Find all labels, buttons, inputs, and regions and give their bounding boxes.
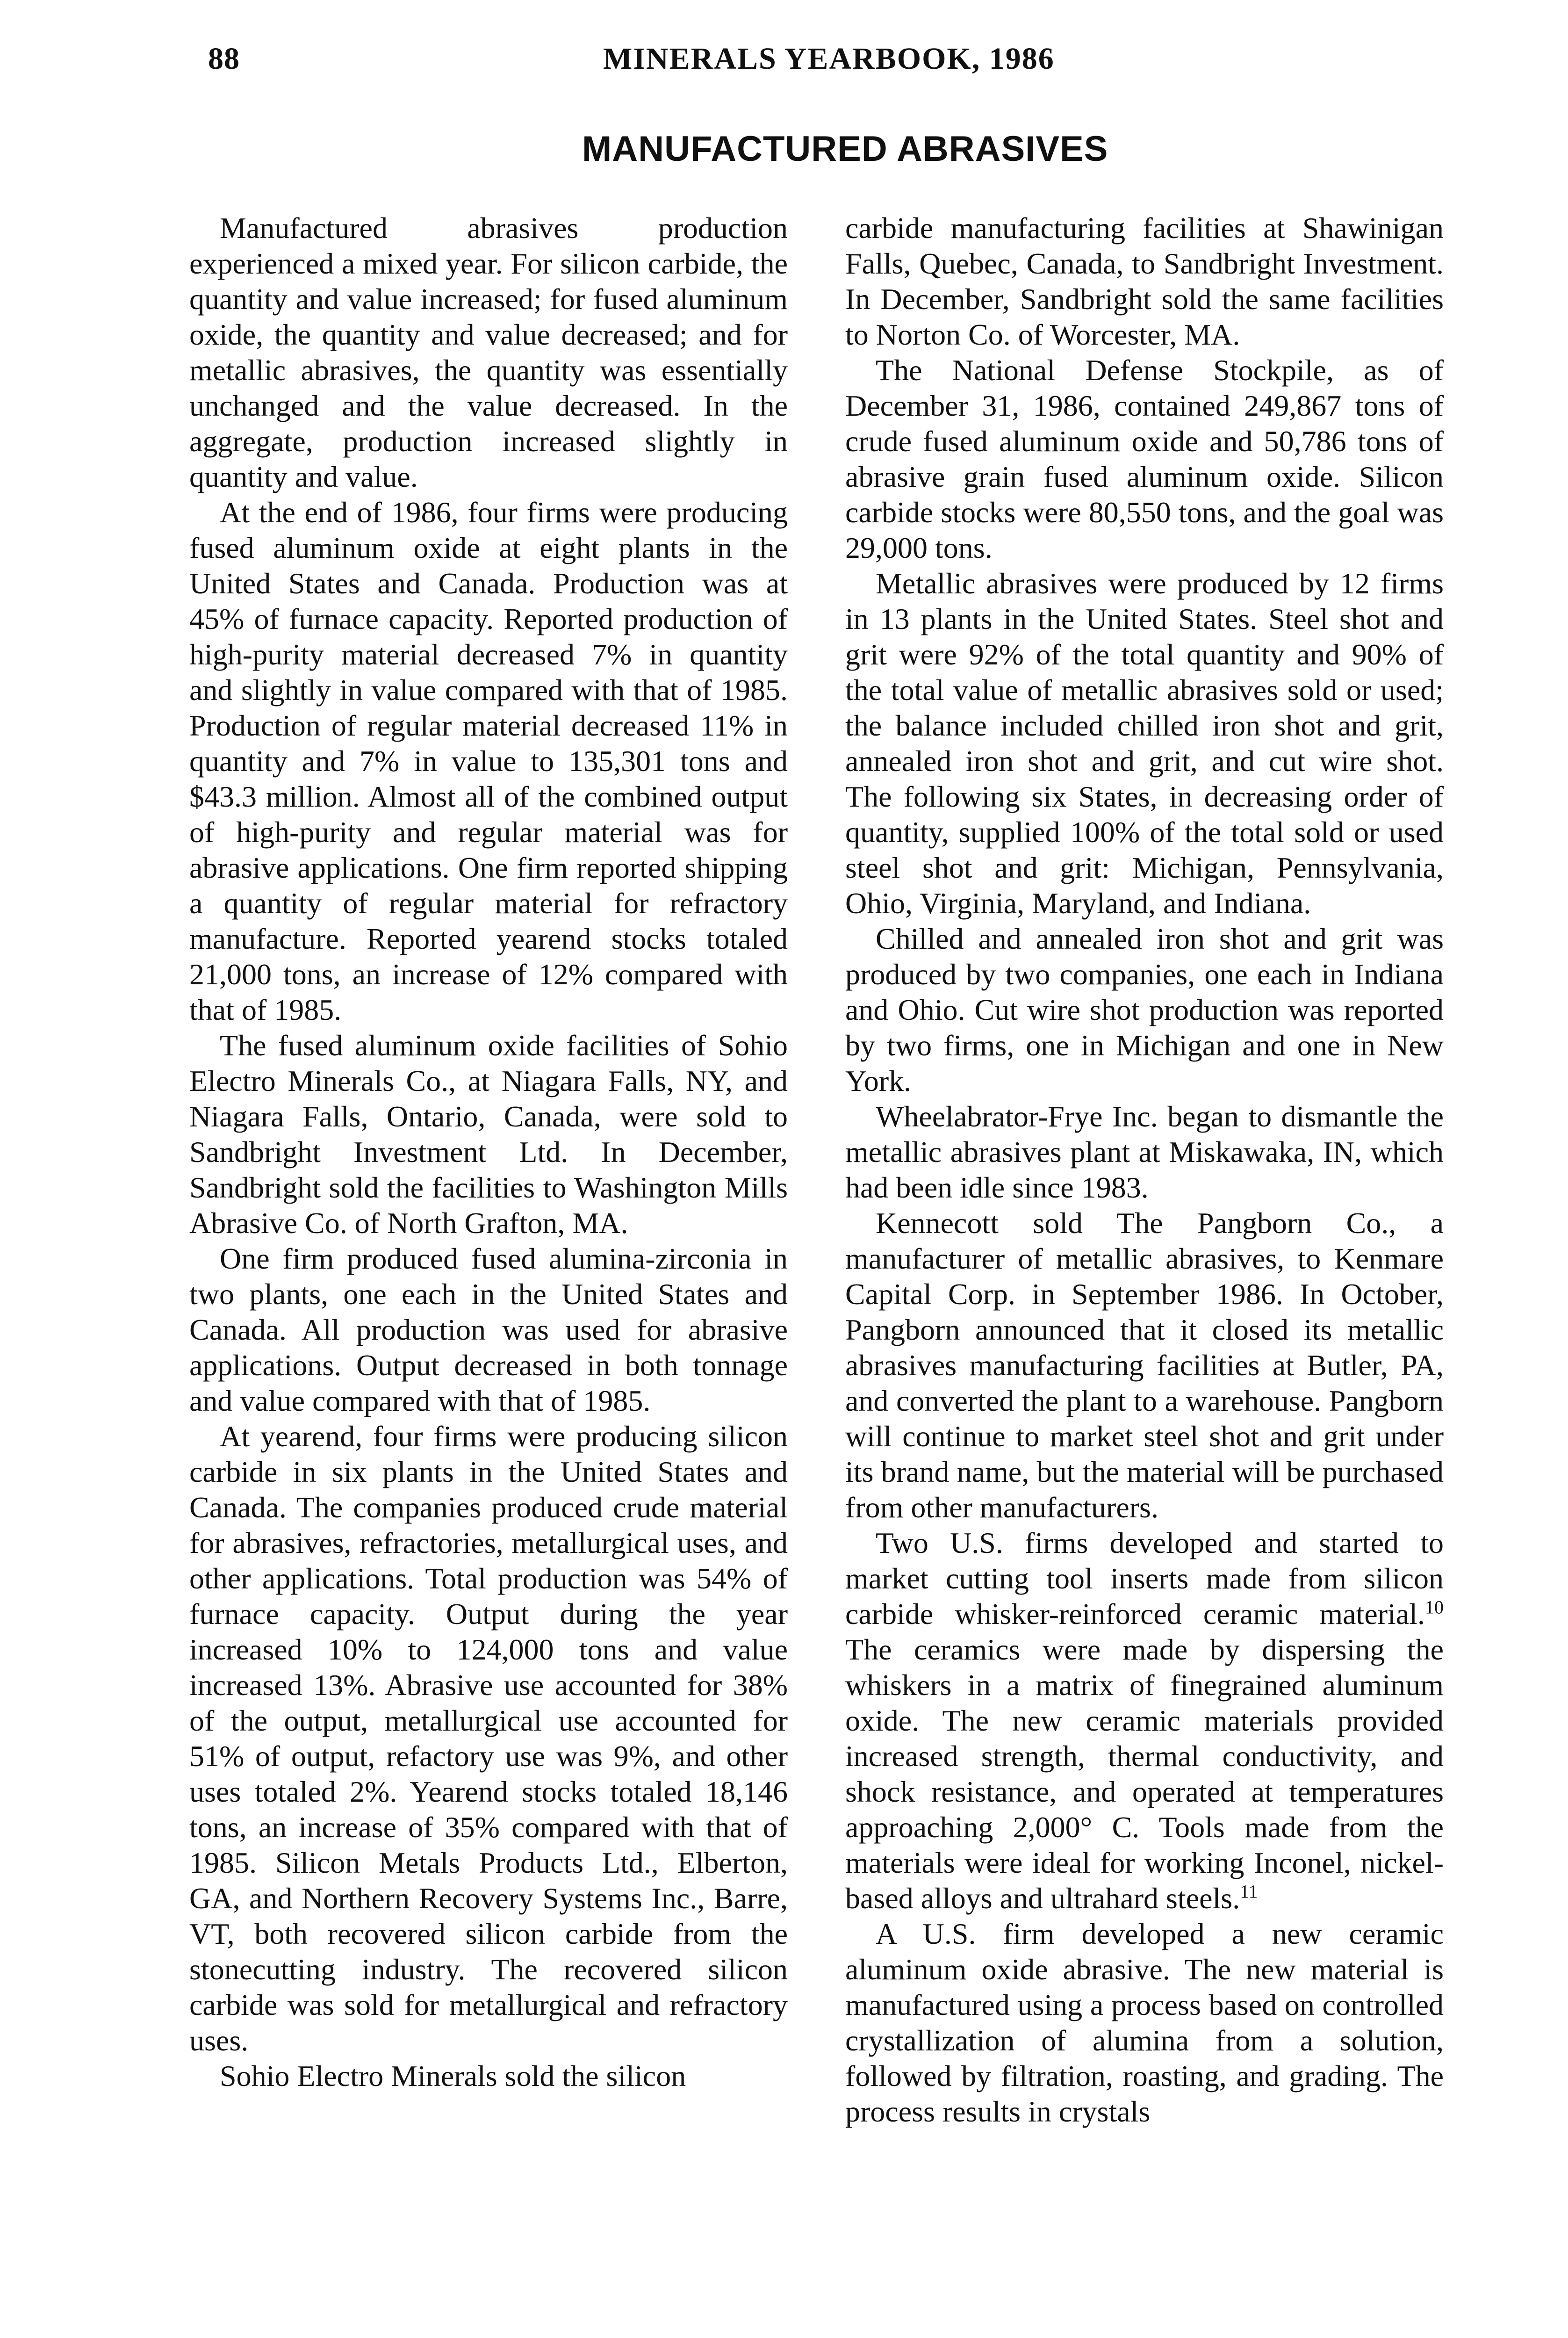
- paragraph-text: The ceramics were made by dispersing the whiskers in a matrix of finegrained aluminum oxide. The new ceramic materials provided increased strength, thermal conductivity, and shock resistance, and operated at temperatures approaching 2,000° C. Tools made from the materials were ideal for working Inconel, nickel-based alloys and ultrahard steels.: [845, 1633, 1444, 1915]
- paragraph: Wheelabrator-Frye Inc. began to dismantle the metallic abrasives plant at Miskawaka, IN, which had been idle since 1983.: [845, 1100, 1444, 1204]
- section-title: MANUFACTURED ABRASIVES: [582, 129, 1108, 169]
- footnote-ref: 11: [1240, 1881, 1258, 1902]
- right-column: [845, 210, 1444, 2129]
- footnote-ref: 10: [1425, 1596, 1444, 1618]
- paragraph: At yearend, four firms were producing silicon carbide in six plants in the United States and Canada. The companies produced crude material for abrasives, refractories, metallurgical uses, and other applications. Total production was 54% of furnace capacity. Output during the year increased 10% to 124,000 tons and value increased 13%. Abrasive use accounted for 38% of the output, metallurgical use accounted for 51% of output, refactory use was 9%, and other uses totaled 2%. Yearend stocks totaled 18,146 tons, an increase of 35% compared with that of 1985. Silicon Metals Products Ltd., Elberton, GA, and Northern Recovery Systems Inc., Barre, VT, both recovered silicon carbide from the stonecutting industry. The recovered silicon carbide was sold for metallurgical and refractory uses.: [189, 1420, 788, 2057]
- paragraph: Metallic abrasives were produced by 12 firms in 13 plants in the United States. Steel shot and grit were 92% of the total quantity and 90% of the total value of metallic abrasives sold or used; the balance included chilled iron shot and grit, annealed iron shot and grit, and cut wire shot. The following six States, in decreasing order of quantity, supplied 100% of the total sold or used steel shot and grit: Michigan, Pennsylvania, Ohio, Virginia, Maryland, and Indiana.: [845, 567, 1444, 920]
- paragraph: The National Defense Stockpile, as of December 31, 1986, contained 249,867 tons of crude fused aluminum oxide and 50,786 tons of abrasive grain fused aluminum oxide. Silicon carbide stocks were 80,550 tons, and the goal was 29,000 tons.: [845, 354, 1444, 564]
- page-number: 88: [208, 42, 240, 76]
- paragraph: Sohio Electro Minerals sold the silicon: [220, 2059, 686, 2093]
- left-column: [189, 210, 788, 2094]
- paragraph: Manufactured abrasives production experienced a mixed year. For silicon carbide, the quantity and value increased; for fused aluminum oxide, the quantity and value decreased; and for metallic abrasives, the quantity was essentially unchanged and the value decreased. In the aggregate, production increased slightly in quantity and value.: [189, 211, 788, 493]
- paragraph: At the end of 1986, four firms were producing fused aluminum oxide at eight plants in the United States and Canada. Production was at 45% of furnace capacity. Reported production of high-purity material decreased 7% in quantity and slightly in value compared with that of 1985. Production of regular material decreased 11% in quantity and 7% in value to 135,301 tons and $43.3 million. Almost all of the combined output of high-purity and regular material was for abrasive applications. One firm reported shipping a quantity of regular material for refractory manufacture. Reported yearend stocks totaled 21,000 tons, an increase of 12% compared with that of 1985.: [189, 496, 788, 1026]
- running-head: MINERALS YEARBOOK, 1986: [603, 42, 1055, 76]
- paragraph: A U.S. firm developed a new ceramic aluminum oxide abrasive. The new material is manufactured using a process based on controlled crystallization of alumina from a solution, followed by filtration, roasting, and grading. The process results in crystals: [845, 1917, 1444, 2128]
- paragraph: One firm produced fused alumina-zirconia in two plants, one each in the United States and Canada. All production was used for abrasive applications. Output decreased in both tonnage and value compared with that of 1985.: [189, 1242, 788, 1417]
- paragraph: Chilled and annealed iron shot and grit was produced by two companies, one each in Indiana and Ohio. Cut wire shot production was reported by two firms, one in Michigan and one in New York.: [845, 922, 1444, 1097]
- paragraph: Kennecott sold The Pangborn Co., a manufacturer of metallic abrasives, to Kenmare Capital Corp. in September 1986. In October, Pangborn announced that it closed its metallic abrasives manufacturing facilities at Butler, PA, and converted the plant to a warehouse. Pangborn will continue to market steel shot and grit under its brand name, but the material will be purchased from other manufacturers.: [845, 1206, 1444, 1524]
- paragraph: [845, 1525, 1444, 1916]
- paragraph: carbide manufacturing facilities at Shawinigan Falls, Quebec, Canada, to Sandbright Investment. In December, Sandbright sold the same facilities to Norton Co. of Worcester, MA.: [845, 211, 1444, 351]
- paragraph: The fused aluminum oxide facilities of Sohio Electro Minerals Co., at Niagara Falls, NY, and Niagara Falls, Ontario, Canada, were sold to Sandbright Investment Ltd. In December, Sandbright sold the facilities to Washington Mills Abrasive Co. of North Grafton, MA.: [189, 1029, 788, 1240]
- paragraph-text: Two U.S. firms developed and started to market cutting tool inserts made from silicon carbide whisker-reinforced ceramic material.: [845, 1526, 1444, 1631]
